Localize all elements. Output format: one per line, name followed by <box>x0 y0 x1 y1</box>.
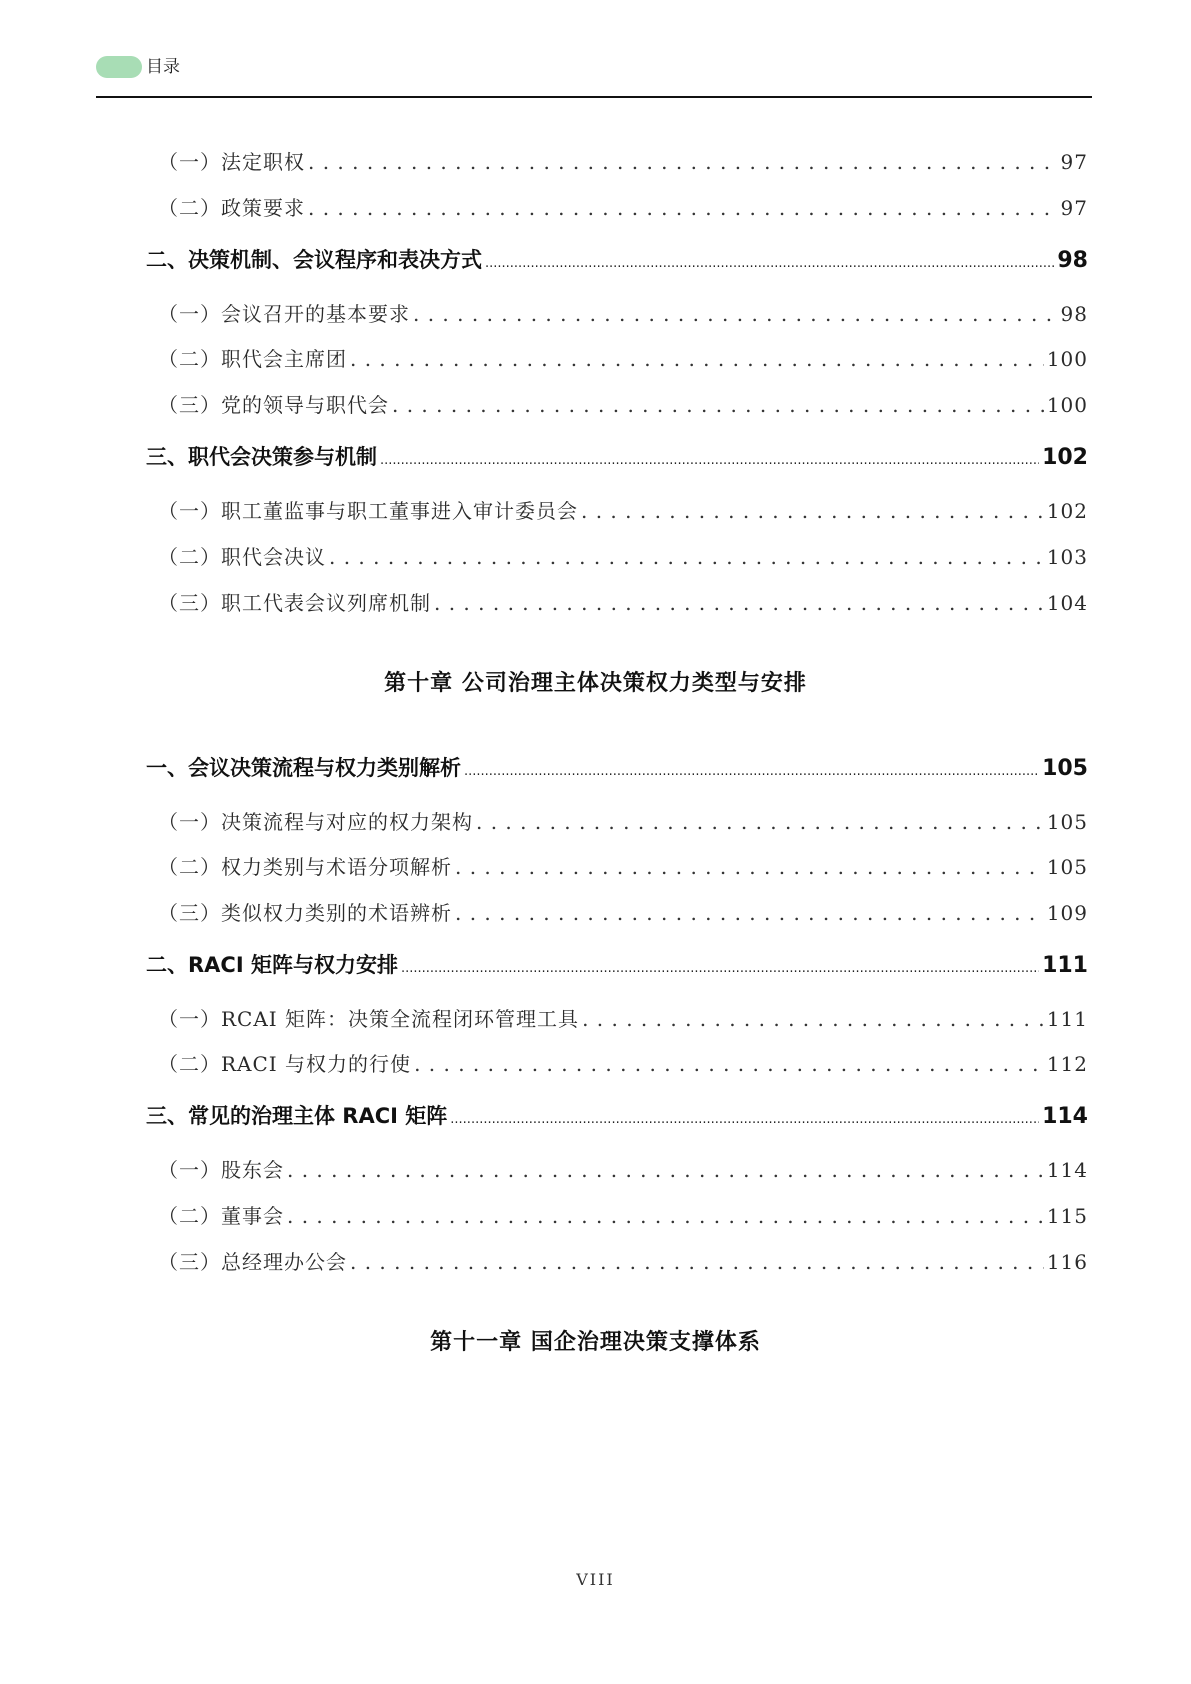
toc-leader-dots <box>350 1250 1044 1274</box>
toc-section-page: 111 <box>1042 953 1088 978</box>
toc-entry[interactable] <box>158 389 1088 418</box>
toc-entry-label: （一）会议召开的基本要求 <box>158 302 410 326</box>
toc-section[interactable] <box>146 1100 1088 1130</box>
toc-section[interactable] <box>146 949 1088 979</box>
toc-entry[interactable] <box>158 1246 1088 1275</box>
toc-entry-page: 104 <box>1046 591 1088 615</box>
toc-entry[interactable] <box>158 192 1088 221</box>
toc-section-page: 102 <box>1042 445 1088 470</box>
toc-leader-dots <box>308 150 1058 174</box>
toc-section-page: 114 <box>1042 1104 1088 1129</box>
toc-entry-page: 103 <box>1046 545 1088 569</box>
toc-leader-dots <box>455 855 1044 879</box>
toc-leader-dots <box>450 1104 1039 1128</box>
toc-entry-label: （一）RCAI 矩阵：决策全流程闭环管理工具 <box>158 1007 580 1031</box>
toc-entry-label: （二）政策要求 <box>158 196 305 220</box>
toc-entry-page: 102 <box>1046 499 1088 523</box>
toc-leader-dots <box>401 953 1039 977</box>
toc-entry-label: （二）职代会主席团 <box>158 347 347 371</box>
toc-leader-dots <box>392 393 1044 417</box>
toc-entry-page: 111 <box>1046 1007 1088 1031</box>
toc-entry[interactable] <box>158 541 1088 570</box>
toc-entry-label: （三）总经理办公会 <box>158 1250 347 1274</box>
toc-entry[interactable] <box>158 1003 1088 1032</box>
toc-entry-page: 97 <box>1060 196 1088 220</box>
toc-leader-dots <box>455 901 1044 925</box>
toc-entry[interactable] <box>158 897 1088 926</box>
toc-leader-dots <box>380 445 1039 469</box>
header-title: 目录 <box>146 57 180 77</box>
toc-entry-label: （三）党的领导与职代会 <box>158 393 389 417</box>
header-tab-marker <box>96 56 142 78</box>
toc-leader-dots <box>581 499 1044 523</box>
toc-entry[interactable] <box>158 1200 1088 1229</box>
toc-leader-dots <box>485 248 1054 272</box>
toc-entry-label: （一）股东会 <box>158 1158 284 1182</box>
toc-section-label: 三、常见的治理主体 RACI 矩阵 <box>146 1104 448 1128</box>
toc-section-label: 二、决策机制、会议程序和表决方式 <box>146 248 482 272</box>
toc-entry[interactable] <box>158 343 1088 372</box>
toc-entry-page: 100 <box>1046 347 1088 371</box>
toc-entry[interactable] <box>158 1048 1088 1077</box>
toc-entry-label: （三）职工代表会议列席机制 <box>158 591 431 615</box>
toc-leader-dots <box>434 591 1044 615</box>
toc-section-page: 98 <box>1057 248 1088 273</box>
toc-entry[interactable] <box>158 851 1088 880</box>
toc-leader-dots <box>287 1204 1044 1228</box>
toc-entry-label: （一）决策流程与对应的权力架构 <box>158 810 473 834</box>
toc-section-label: 三、职代会决策参与机制 <box>146 445 377 469</box>
page-number: VIII <box>576 1570 615 1589</box>
toc-section-label: 二、RACI 矩阵与权力安排 <box>146 953 398 977</box>
toc-entry-label: （二）RACI 与权力的行使 <box>158 1052 412 1076</box>
toc-leader-dots <box>308 196 1058 220</box>
toc-leader-dots <box>329 545 1044 569</box>
toc-leader-dots <box>414 1052 1044 1076</box>
toc-section[interactable] <box>146 441 1088 471</box>
toc-leader-dots <box>582 1007 1044 1031</box>
toc-entry-page: 100 <box>1046 393 1088 417</box>
toc-entry-page: 105 <box>1046 855 1088 879</box>
toc-entry[interactable] <box>158 1154 1088 1183</box>
toc-entry-page: 112 <box>1046 1052 1088 1076</box>
toc-entry-label: （一）法定职权 <box>158 150 305 174</box>
toc-entry[interactable] <box>158 298 1088 327</box>
toc-section[interactable] <box>146 752 1088 782</box>
toc-leader-dots <box>287 1158 1044 1182</box>
toc-entry[interactable] <box>158 587 1088 616</box>
toc-entry-page: 105 <box>1046 810 1088 834</box>
toc-section-label: 一、会议决策流程与权力类别解析 <box>146 756 461 780</box>
toc-entry-label: （二）权力类别与术语分项解析 <box>158 855 452 879</box>
toc-entry-label: （一）职工董监事与职工董事进入审计委员会 <box>158 499 578 523</box>
chapter-title[interactable]: 第十一章 国企治理决策支撑体系 <box>430 1330 761 1355</box>
toc-leader-dots <box>476 810 1044 834</box>
toc-leader-dots <box>413 302 1058 326</box>
page-header <box>96 56 1092 98</box>
toc-entry[interactable] <box>158 495 1088 524</box>
toc-entry-label: （二）董事会 <box>158 1204 284 1228</box>
toc-leader-dots <box>350 347 1044 371</box>
toc-entry-page: 114 <box>1046 1158 1088 1182</box>
toc-entry-label: （二）职代会决议 <box>158 545 326 569</box>
chapter-title[interactable]: 第十章 公司治理主体决策权力类型与安排 <box>384 671 807 696</box>
toc-leader-dots <box>464 756 1039 780</box>
toc-entry-page: 116 <box>1046 1250 1088 1274</box>
toc-section[interactable] <box>146 244 1088 274</box>
toc-section-page: 105 <box>1042 756 1088 781</box>
toc-entry[interactable] <box>158 806 1088 835</box>
toc-entry-page: 97 <box>1060 150 1088 174</box>
toc-entry[interactable] <box>158 146 1088 175</box>
toc-entry-page: 98 <box>1060 302 1088 326</box>
toc-entry-page: 109 <box>1046 901 1088 925</box>
toc-entry-label: （三）类似权力类别的术语辨析 <box>158 901 452 925</box>
toc-entry-page: 115 <box>1046 1204 1088 1228</box>
